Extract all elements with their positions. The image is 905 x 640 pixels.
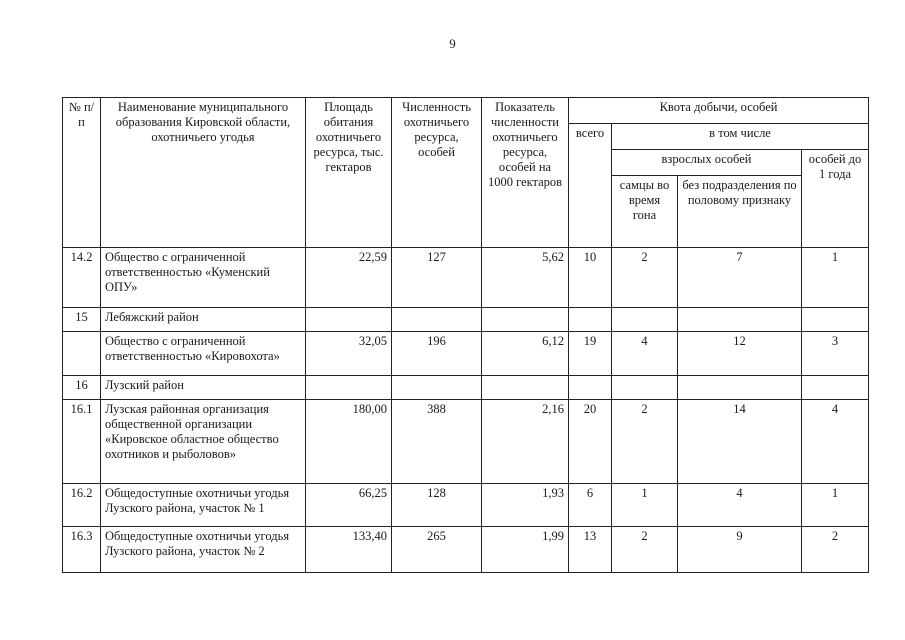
header-density: Показатель численности охотничьего ресурса, особей на 1000 гектаров <box>482 98 569 248</box>
cell-area: 32,05 <box>306 332 392 376</box>
cell-males <box>612 308 678 332</box>
table-row <box>63 484 869 527</box>
cell-num: 16.3 <box>63 527 101 573</box>
cell-name: Общество с ограниченной ответственностью «Куменский ОПУ» <box>101 248 306 308</box>
cell-population <box>392 308 482 332</box>
header-name: Наименование муниципального образования Кировской области, охотничьего угодья <box>101 98 306 248</box>
header-population: Численность охотничьего ресурса, особей <box>392 98 482 248</box>
header-total: всего <box>569 124 612 248</box>
cell-area: 133,40 <box>306 527 392 573</box>
cell-young: 1 <box>802 248 869 308</box>
cell-density <box>482 376 569 400</box>
header-area: Площадь обитания охотничьего ресурса, тыс. гектаров <box>306 98 392 248</box>
header-quota: Квота добычи, особей <box>569 98 869 124</box>
cell-name: Общедоступные охотничьи угодья Лузского района, участок № 2 <box>101 527 306 573</box>
cell-name: Общество с ограниченной ответственностью «Кировохота» <box>101 332 306 376</box>
cell-no-sex: 7 <box>678 248 802 308</box>
cell-area: 66,25 <box>306 484 392 527</box>
cell-density: 1,93 <box>482 484 569 527</box>
cell-total <box>569 376 612 400</box>
cell-name: Лузский район <box>101 376 306 400</box>
table-row <box>63 308 869 332</box>
header-no-sex: без подразделения по половому признаку <box>678 176 802 248</box>
cell-density: 1,99 <box>482 527 569 573</box>
cell-area <box>306 376 392 400</box>
cell-area: 180,00 <box>306 400 392 484</box>
cell-total: 19 <box>569 332 612 376</box>
quota-table <box>62 97 869 573</box>
page-number: 9 <box>449 36 456 51</box>
cell-density: 5,62 <box>482 248 569 308</box>
cell-population: 388 <box>392 400 482 484</box>
cell-young: 4 <box>802 400 869 484</box>
table-row <box>63 527 869 573</box>
cell-population <box>392 376 482 400</box>
cell-total: 20 <box>569 400 612 484</box>
cell-name: Общедоступные охотничьи угодья Лузского района, участок № 1 <box>101 484 306 527</box>
header-males: самцы во время гона <box>612 176 678 248</box>
table-row <box>63 376 869 400</box>
cell-num: 16 <box>63 376 101 400</box>
cell-name: Лузская районная организация общественной организации «Кировское областное общество охотников и рыболовов» <box>101 400 306 484</box>
cell-total: 10 <box>569 248 612 308</box>
cell-population: 127 <box>392 248 482 308</box>
cell-population: 265 <box>392 527 482 573</box>
cell-total: 6 <box>569 484 612 527</box>
cell-no-sex: 12 <box>678 332 802 376</box>
cell-population: 128 <box>392 484 482 527</box>
cell-no-sex <box>678 308 802 332</box>
cell-males: 2 <box>612 400 678 484</box>
cell-young <box>802 308 869 332</box>
cell-young: 1 <box>802 484 869 527</box>
cell-males: 4 <box>612 332 678 376</box>
cell-area: 22,59 <box>306 248 392 308</box>
cell-no-sex: 4 <box>678 484 802 527</box>
cell-males: 2 <box>612 527 678 573</box>
cell-total <box>569 308 612 332</box>
cell-num: 15 <box>63 308 101 332</box>
table-row <box>63 248 869 308</box>
cell-males: 2 <box>612 248 678 308</box>
cell-num: 14.2 <box>63 248 101 308</box>
cell-no-sex: 14 <box>678 400 802 484</box>
cell-young: 2 <box>802 527 869 573</box>
header-adults: взрослых особей <box>612 150 802 176</box>
table-row <box>63 332 869 376</box>
cell-num: 16.1 <box>63 400 101 484</box>
cell-num <box>63 332 101 376</box>
cell-no-sex: 9 <box>678 527 802 573</box>
header-including: в том числе <box>612 124 869 150</box>
cell-young: 3 <box>802 332 869 376</box>
cell-males <box>612 376 678 400</box>
cell-num: 16.2 <box>63 484 101 527</box>
header-young: особей до 1 года <box>802 150 869 248</box>
cell-area <box>306 308 392 332</box>
cell-name: Лебяжский район <box>101 308 306 332</box>
table-row <box>63 400 869 484</box>
cell-young <box>802 376 869 400</box>
cell-males: 1 <box>612 484 678 527</box>
cell-no-sex <box>678 376 802 400</box>
cell-density: 6,12 <box>482 332 569 376</box>
cell-density <box>482 308 569 332</box>
header-num: № п/п <box>63 98 101 248</box>
cell-population: 196 <box>392 332 482 376</box>
cell-density: 2,16 <box>482 400 569 484</box>
cell-total: 13 <box>569 527 612 573</box>
